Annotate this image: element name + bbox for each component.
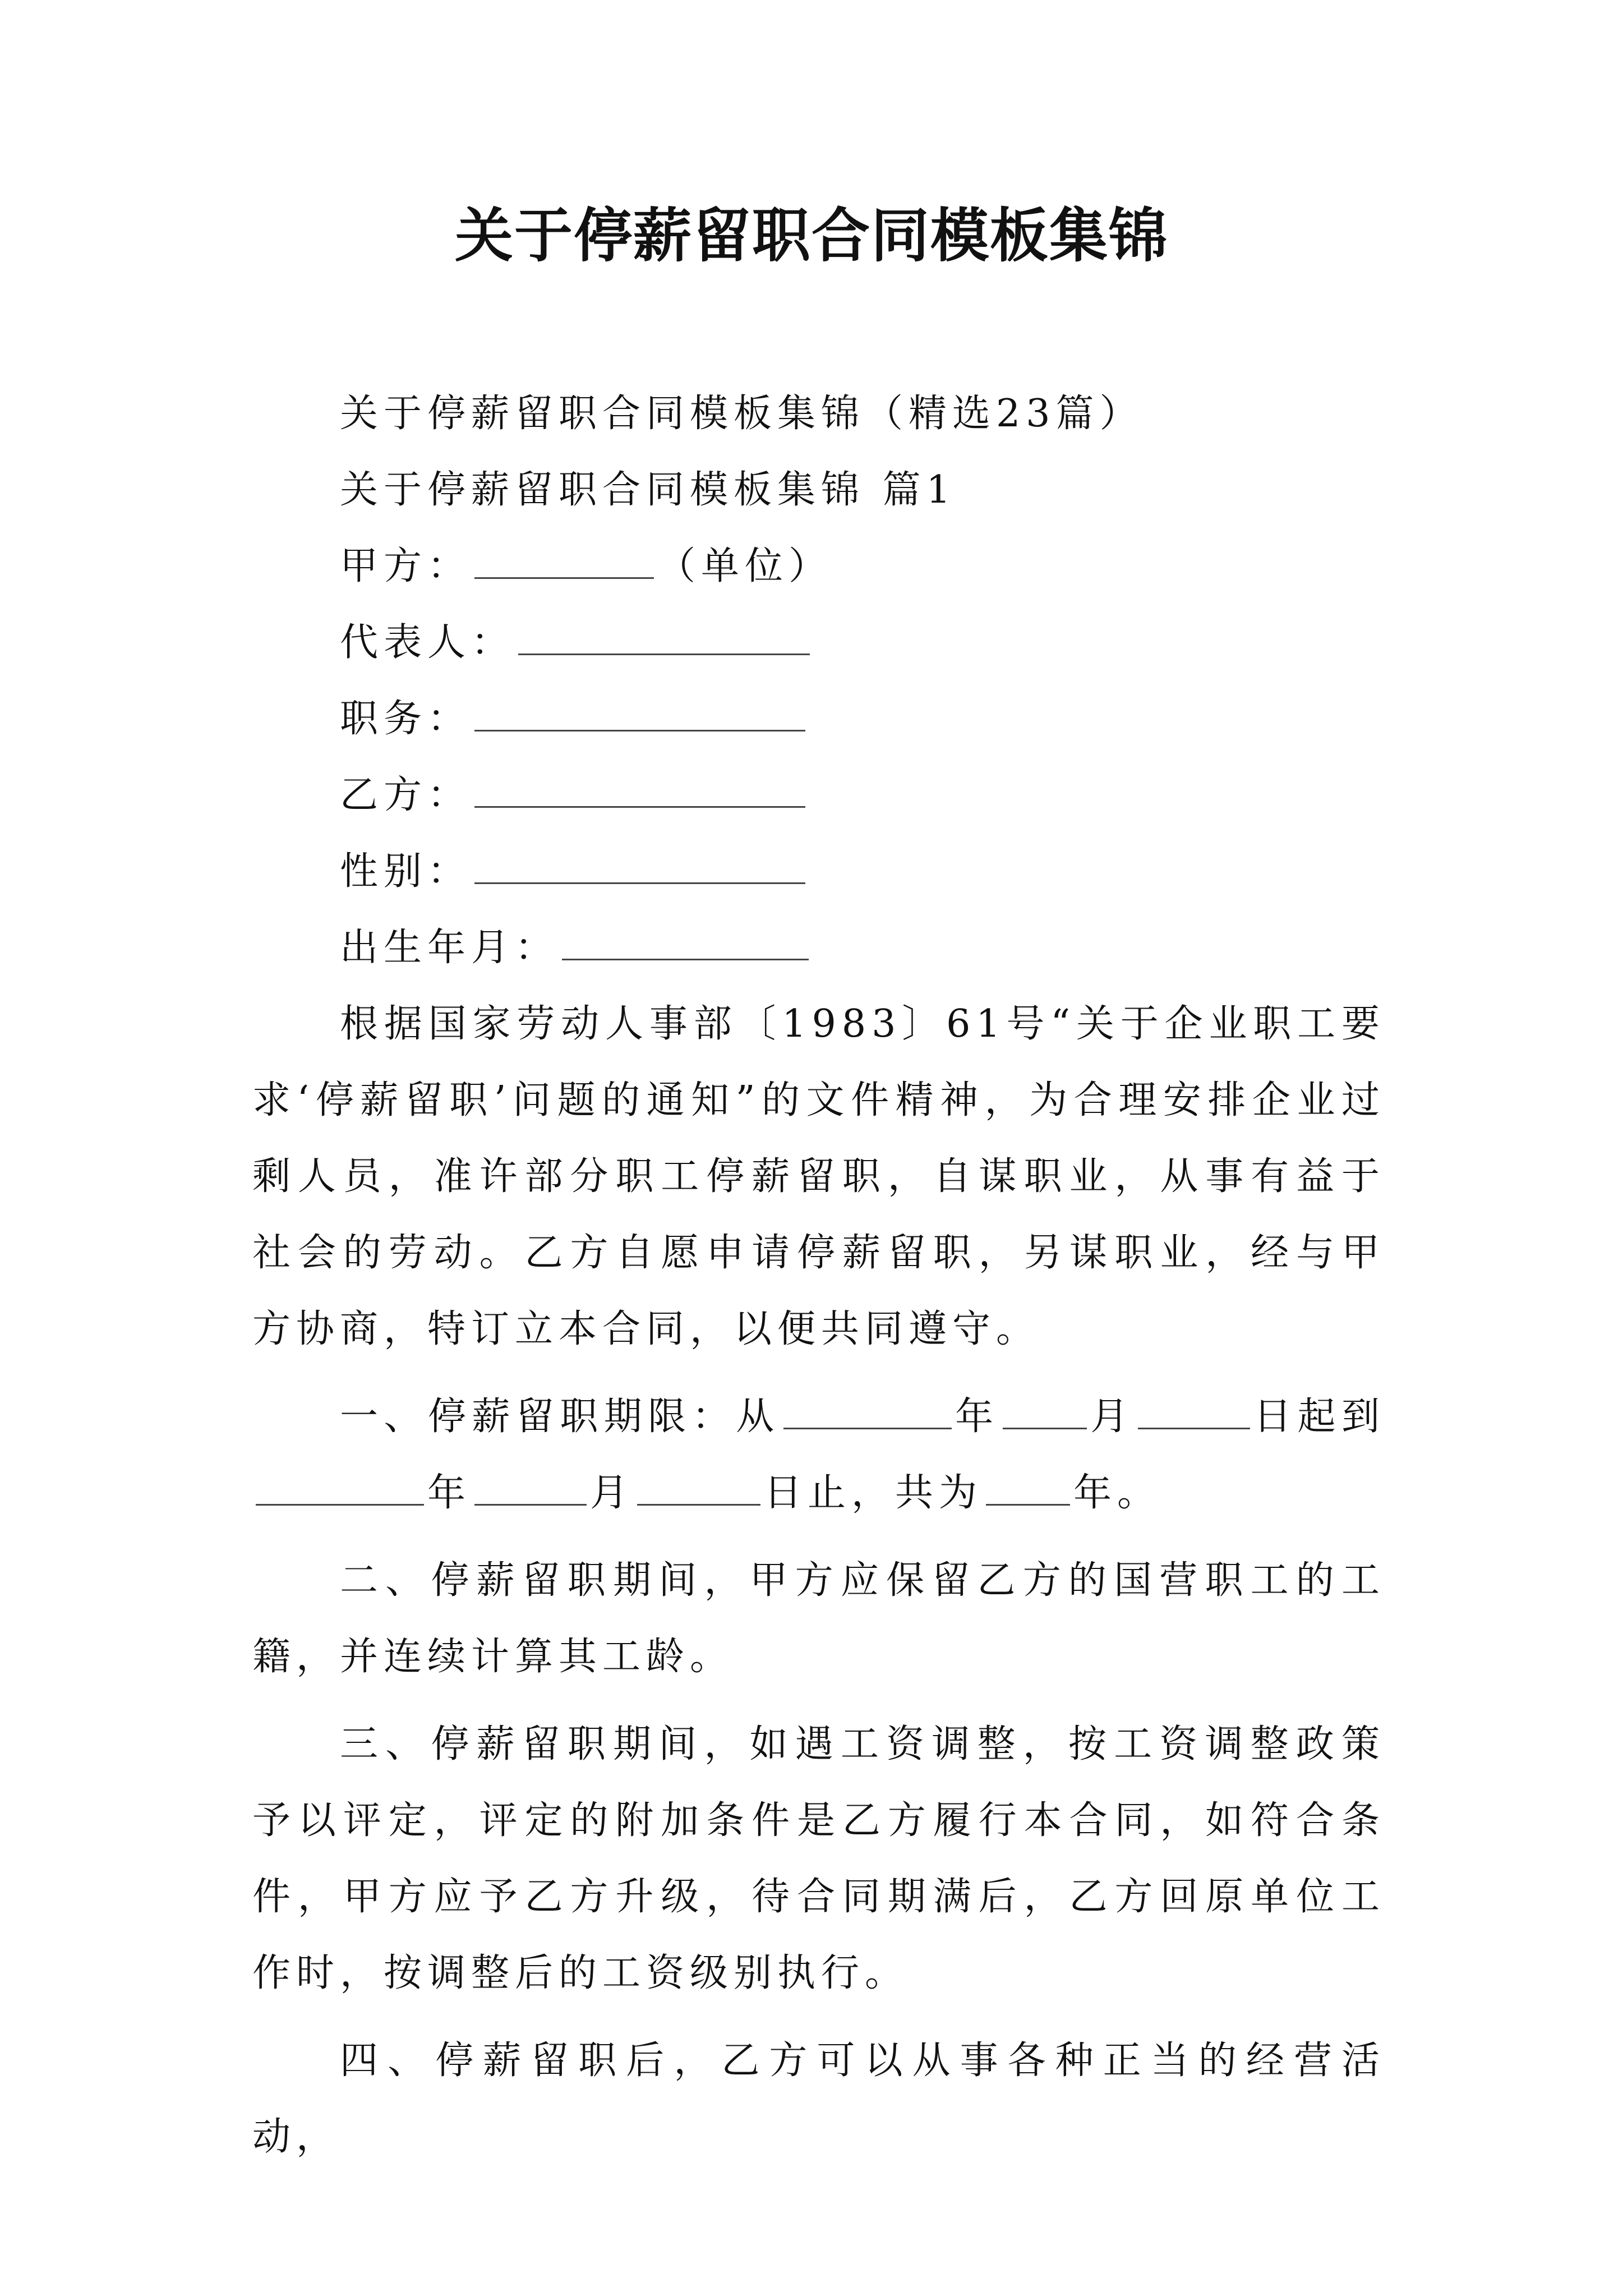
start-year-blank [783, 1394, 952, 1429]
clause-1-month: 月 [1090, 1395, 1135, 1439]
end-month-blank [474, 1470, 587, 1506]
document-body [252, 376, 1385, 2187]
clause-1-year: 年 [955, 1395, 999, 1439]
clause-1-years: 年。 [1073, 1471, 1161, 1515]
clause-1-month-2: 月 [590, 1471, 634, 1515]
gender-blank [474, 849, 805, 884]
start-day-blank [1138, 1394, 1250, 1429]
party-a-suffix: （单位） [657, 544, 833, 588]
birth-field [252, 910, 1385, 986]
representative-blank [518, 620, 810, 655]
section-heading: 关于停薪留职合同模板集锦 篇1 [340, 468, 956, 512]
intro-paragraph: 根据国家劳动人事部〔1983〕61号“关于企业职工要求‘停薪留职’问题的通知”的文件精神，为合理安排企业过剩人员，准许部分职工停薪留职，自谋职业，从事有益于社会的劳动。乙方自愿申请停薪留职，另谋职业，经与甲方协商，特订立本合同，以便共同遵守。 [252, 1002, 1385, 1351]
birth-blank [562, 925, 809, 960]
representative-field [252, 605, 1385, 681]
party-a-label: 甲方： [340, 544, 472, 588]
clause-1-year-2: 年 [427, 1471, 472, 1515]
party-b-label: 乙方： [340, 773, 472, 817]
clause-1-paragraph [252, 1379, 1385, 1531]
end-day-blank [637, 1470, 760, 1506]
party-a-blank [474, 544, 654, 579]
gender-label: 性别： [340, 849, 472, 894]
clause-1-prefix: 一、停薪留职期限：从 [340, 1395, 780, 1439]
clause-1-day-to: 日起到 [1253, 1395, 1385, 1439]
representative-label: 代表人： [340, 620, 515, 665]
clause-1-day-end: 日止，共为 [764, 1471, 983, 1515]
clause-3-paragraph: 三、停薪留职期间，如遇工资调整，按工资调整政策予以评定，评定的附加条件是乙方履行本合同，如符合条件，甲方应予乙方升级，待合同期满后，乙方回原单位工作时，按调整后的工资级别执行。 [252, 1722, 1385, 1995]
clause-2-paragraph: 二、停薪留职期间，甲方应保留乙方的国营职工的工籍，并连续计算其工龄。 [252, 1558, 1385, 1679]
birth-label: 出生年月： [340, 926, 559, 970]
position-field [252, 681, 1385, 757]
party-b-field [252, 757, 1385, 834]
clause-4-paragraph: 四、停薪留职后，乙方可以从事各种正当的经营活动， [252, 2039, 1385, 2159]
position-label: 职务： [340, 697, 472, 741]
party-b-blank [474, 772, 805, 808]
gender-field [252, 834, 1385, 910]
document-subtitle: 关于停薪留职合同模板集锦（精选23篇） [340, 392, 1144, 436]
total-years-blank [986, 1470, 1070, 1506]
document-title: 关于停薪留职合同模板集锦 [454, 201, 1168, 270]
position-blank [474, 696, 805, 731]
end-year-blank [256, 1470, 424, 1506]
party-a-field [252, 528, 1385, 605]
start-month-blank [1003, 1394, 1087, 1429]
